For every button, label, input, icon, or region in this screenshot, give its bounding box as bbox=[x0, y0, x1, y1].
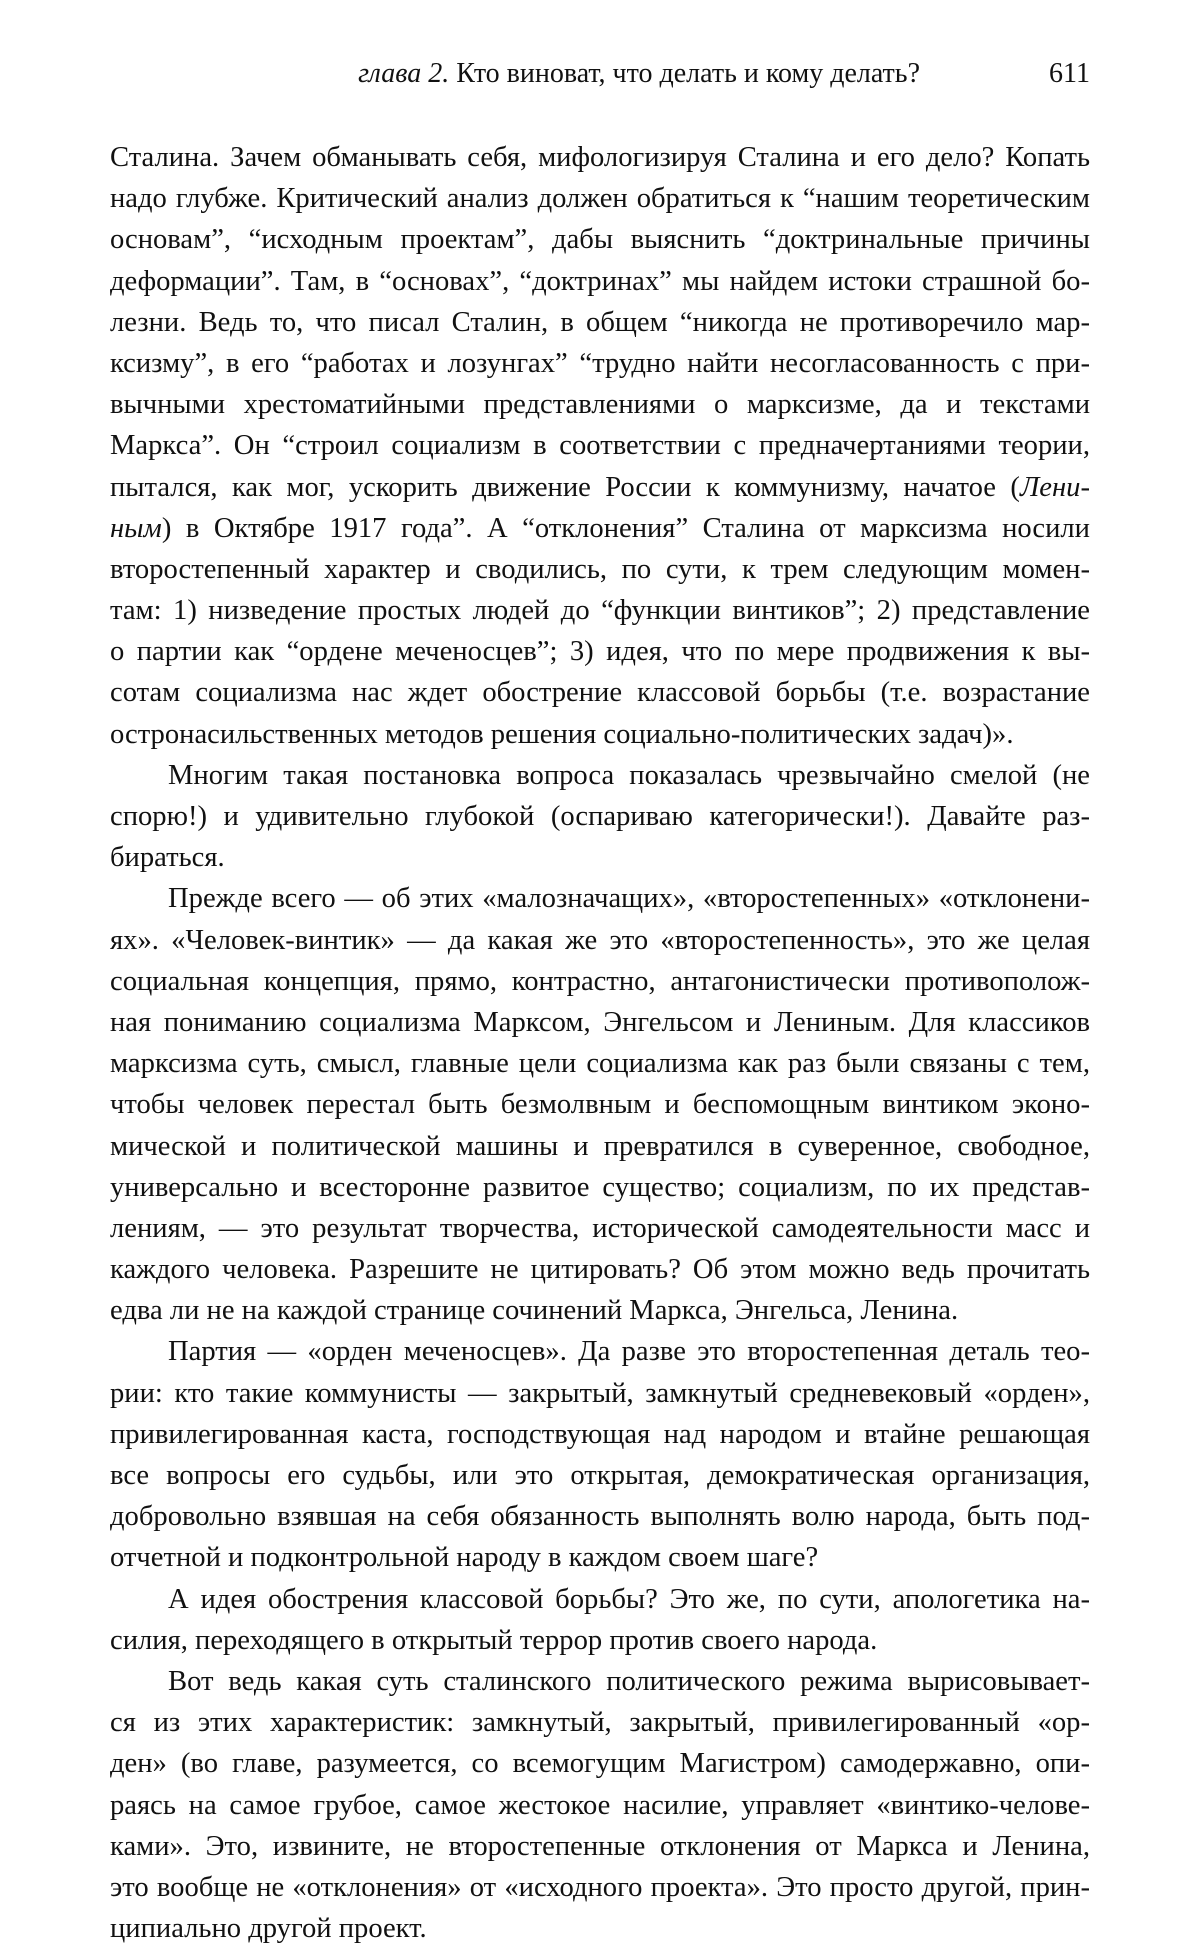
text-line: лезни. Ведь то, что писал Сталин, в общем “никогда не противоречило мар- bbox=[110, 306, 1090, 338]
text-line: ден» (во главе, разумеется, со всемогущим Магистром) самодержавно, опи- bbox=[110, 1748, 1090, 1780]
text-line: там: 1) низведение простых людей до “функции винтиков”; 2) представление bbox=[110, 595, 1090, 627]
text-line: мической и политической машины и превратился в суверенное, свободное, bbox=[110, 1130, 1090, 1162]
text-line: вычными хрестоматийными представлениями о марксизме, да и текстами bbox=[110, 389, 1090, 421]
text-line: рии: кто такие коммунисты — закрытый, замкнутый средневековый «орден», bbox=[110, 1377, 1090, 1409]
text-line: ная пониманию социализма Марксом, Энгельсом и Лениным. Для классиков bbox=[110, 1006, 1090, 1038]
text-line: социальная концепция, прямо, контрастно, антагонистически противополож- bbox=[110, 965, 1090, 997]
text-line: Маркса”. Он “строил социализм в соответствии с предначертаниями теории, bbox=[110, 430, 1090, 462]
text-line: о партии как “ордене меченосцев”; 3) идея, что по мере продвижения к вы- bbox=[110, 636, 1090, 668]
text-line: Партия — «орден меченосцев». Да разве это второстепенная деталь тео- bbox=[168, 1336, 1090, 1368]
running-head bbox=[110, 52, 1090, 96]
text-line: второстепенный характер и сводились, по сути, к трем следующим момен- bbox=[110, 553, 1090, 585]
text-line: ксизму”, в его “работах и лозунгах” “трудно найти несогласованность с при- bbox=[110, 347, 1090, 379]
text-line: чтобы человек перестал быть безмолвным и беспомощным винтиком эконо- bbox=[110, 1089, 1090, 1121]
text-line: силия, переходящего в открытый террор против своего народа. bbox=[110, 1624, 878, 1656]
text-line: все вопросы его судьбы, или это открытая, демократическая организация, bbox=[110, 1460, 1090, 1491]
text-line: Сталина. Зачем обманывать себя, мифологизируя Сталина и его дело? Копать bbox=[110, 142, 1090, 173]
text-line: пытался, как мог, ускорить движение России к коммунизму, начатое (Лени- bbox=[110, 471, 1090, 503]
running-title bbox=[110, 52, 920, 96]
text-line: марксизма суть, смысл, главные цели социализма как раз были связаны с тем, bbox=[110, 1048, 1090, 1080]
text-line: ным) в Октябре 1917 года”. А “отклонения” Сталина от марксизма носили bbox=[110, 512, 1090, 544]
text-line: привилегированная каста, господствующая над народом и втайне решающая bbox=[110, 1418, 1090, 1450]
text-line: деформации”. Там, в “основах”, “доктринах” мы найдем истоки страшной бо- bbox=[110, 265, 1090, 297]
body-text bbox=[110, 137, 1090, 1949]
text-line: едва ли не на каждой странице сочинений Маркса, Энгельса, Ленина. bbox=[110, 1295, 959, 1327]
text-line: бираться. bbox=[110, 842, 225, 874]
page-number: 611 bbox=[1049, 58, 1090, 89]
text-line: каждого человека. Разрешите не цитировать? Об этом можно ведь прочитать bbox=[110, 1254, 1090, 1286]
text-line: ся из этих характеристик: замкнутый, закрытый, привилегированный «ор- bbox=[110, 1707, 1090, 1739]
text-line: сотам социализма нас ждет обострение классовой борьбы (т.е. возрастание bbox=[110, 677, 1090, 709]
text-line: ях». «Человек-винтик» — да какая же это «второстепенность», это же целая bbox=[110, 924, 1090, 956]
text-line: основам”, “исходным проектам”, дабы выяснить “доктринальные причины bbox=[110, 224, 1090, 256]
text-line: лениям, — это результат творчества, исторической самодеятельности масс и bbox=[110, 1212, 1090, 1244]
text-line: надо глубже. Критический анализ должен обратиться к “нашим теоретическим bbox=[110, 183, 1090, 215]
text-line: Многим такая постановка вопроса показалась чрезвычайно смелой (не bbox=[168, 759, 1090, 791]
text-line: спорю!) и удивительно глубокой (оспариваю категорически!). Давайте раз- bbox=[110, 801, 1090, 832]
text-line: это вообще не «отклонения» от «исходного проекта». Это просто другой, прин- bbox=[110, 1871, 1090, 1903]
italic-word: Лени- bbox=[1019, 471, 1090, 503]
text-line: Вот ведь какая суть сталинского политического режима вырисовывает- bbox=[168, 1665, 1090, 1697]
text-line: ками». Это, извините, не второстепенные отклонения от Маркса и Ленина, bbox=[110, 1830, 1090, 1862]
text-line: А идея обострения классовой борьбы? Это же, по сути, апологетика на- bbox=[168, 1583, 1090, 1615]
chapter-title: Кто виноват, что делать и кому делать? bbox=[456, 58, 920, 89]
text-line: добровольно взявшая на себя обязанность выполнять волю народа, быть под- bbox=[110, 1501, 1090, 1533]
text-line: ципиально другой проект. bbox=[110, 1913, 427, 1945]
text-line: универсально и всесторонне развитое существо; социализм, по их представ- bbox=[110, 1171, 1090, 1203]
text-line: раясь на самое грубое, самое жестокое насилие, управляет «винтико-челове- bbox=[110, 1789, 1090, 1821]
text-line: остронасильственных методов решения социально-политических задач)». bbox=[110, 718, 1014, 750]
text-line: отчетной и подконтрольной народу в каждом своем шаге? bbox=[110, 1542, 819, 1574]
chapter-label: глава 2. bbox=[358, 58, 450, 89]
italic-word: ным bbox=[110, 512, 162, 544]
text-line: Прежде всего — об этих «малозначащих», «второстепенных» «отклонени- bbox=[168, 883, 1090, 915]
